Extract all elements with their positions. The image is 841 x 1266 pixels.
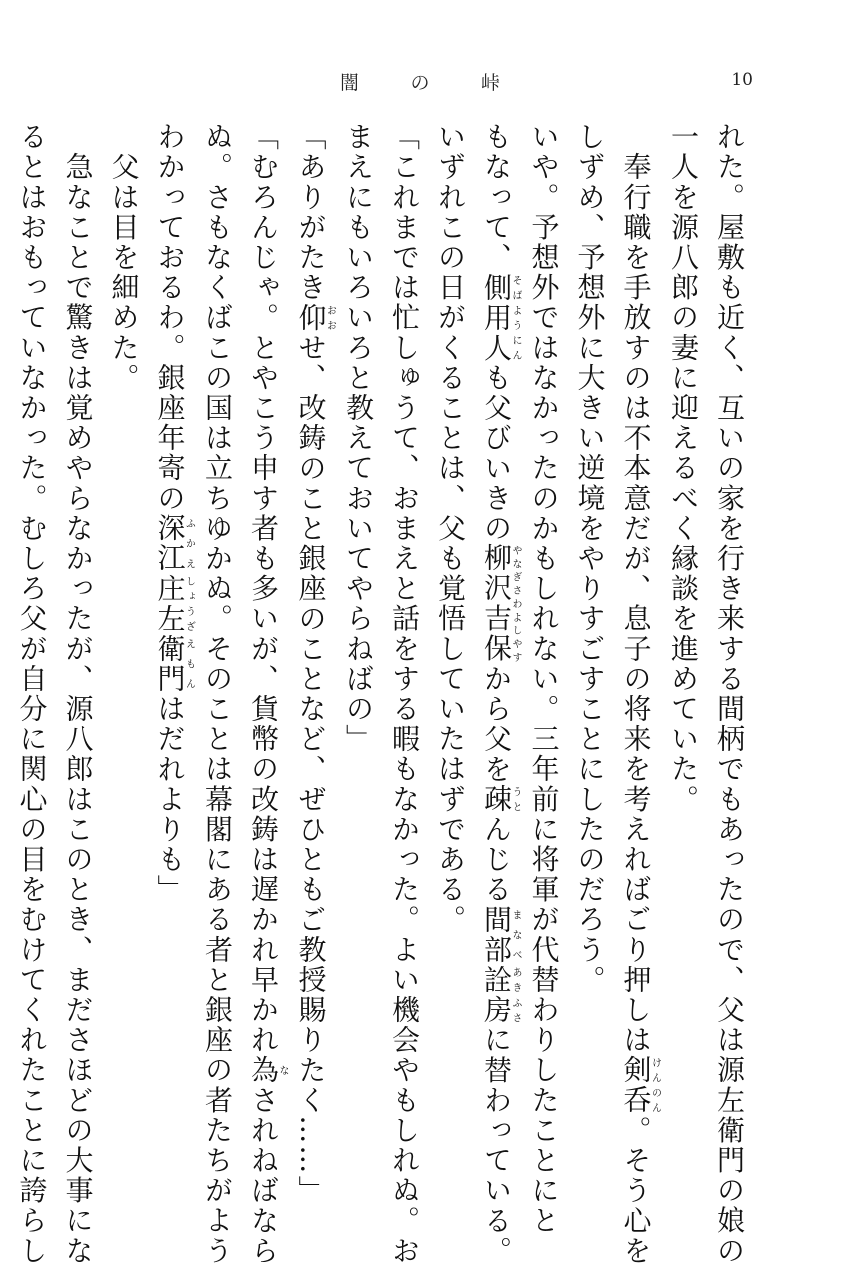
text-column: 「むろんじゃ。とやこう申す者も多いが、貨幣の改鋳は遅かれ早かれ為なされねばなら (247, 122, 288, 1266)
text-column: いや。予想外ではなかったのかもしれない。三年前に将軍が代替わりしたことにと (527, 122, 561, 1236)
ruby-reading: そばようにん (510, 272, 521, 363)
text-column: わかっておるわ。銀座年寄の深江ふかえ庄左しょうざ衛門えもんはだれよりも」 (153, 122, 195, 905)
text-column: 「これまでは忙しゅうて、おまえと話をする暇もなかった。よい機会やもしれぬ。お (388, 122, 421, 1266)
ruby-annotated-word: 間部まなべ (480, 904, 521, 965)
ruby-reading: しょうざ (183, 573, 195, 634)
ruby-annotated-word: 柳沢吉保やなぎさわよしやす (480, 543, 521, 664)
ruby-annotated-word: 疎うと (480, 784, 521, 815)
text-column: 奉行職を手放すのは不本意だが、息子の将来を考えればごり押しは剣呑けんのん。そう心を (619, 122, 661, 1266)
text-column: もなって、側用人そばようにんも父びいきの柳沢吉保やなぎさわよしやすから父を疎うとんじる間部まなべ詮房あきふさに替わっている。 (480, 122, 521, 1266)
ruby-reading: けんのん (649, 1055, 661, 1116)
ruby-reading: ふかえ (183, 513, 195, 574)
text-column: いずれこの日がくることは、父も覚悟していたはずである。 (434, 122, 467, 935)
ruby-annotated-word: 仰おお (294, 302, 336, 333)
running-title (340, 66, 500, 96)
ruby-annotated-word: 衛門えもん (153, 633, 195, 694)
running-title-char: 峠 (480, 71, 500, 94)
ruby-annotated-word: 庄左しょうざ (153, 573, 195, 634)
text-column: るとはおもっていなかった。むしろ父が自分に関心の目をむけてくれたことに誇らし (15, 122, 49, 1266)
text-column: まえにもいろいろと教えておいてやらねばの」 (342, 122, 375, 755)
ruby-reading: えもん (183, 633, 195, 694)
page-header (0, 66, 841, 96)
ruby-annotated-word: 詮房あきふさ (480, 964, 521, 1026)
ruby-annotated-word: 為な (247, 1055, 288, 1086)
text-column: ぬ。さもなくばこの国は立ちゆかぬ。そのことは幕閣にある者と銀座の者たちがよう (201, 122, 234, 1266)
ruby-reading: やなぎさわよしやす (510, 543, 521, 664)
ruby-annotated-word: 深江ふかえ (153, 513, 195, 574)
ruby-annotated-word: 剣呑けんのん (619, 1055, 661, 1116)
text-column: 父は目を細めた。 (107, 122, 141, 393)
ruby-reading: な (277, 1055, 288, 1086)
ruby-reading: まなべ (510, 904, 521, 965)
page-number: 10 (731, 70, 753, 90)
text-column: 「ありがたき仰おおせ、改鋳のこと銀座のことなど、ぜひともご教授賜りたく……」 (294, 122, 336, 1206)
running-title-char: 闇 (340, 71, 360, 94)
text-column: れた。屋敷も近く、互いの家を行き来する間柄でもあったので、父は源左衛門の娘の (713, 122, 746, 1266)
ruby-reading: おお (324, 302, 336, 333)
text-column: 急なことで驚きは覚めやらなかったが、源八郎はこのとき、まださほどの大事にな (61, 122, 95, 1266)
ruby-reading: あきふさ (510, 964, 521, 1026)
ruby-annotated-word: 側用人そばようにん (480, 272, 521, 363)
text-column: しずめ、予想外に大きい逆境をやりすごすことにしたのだろう。 (573, 122, 607, 995)
body-text (15, 122, 752, 1266)
running-title-char: の (410, 71, 430, 94)
ruby-reading: うと (510, 784, 521, 815)
text-column: 一人を源八郎の妻に迎えるべく縁談を進めていた。 (667, 122, 700, 815)
